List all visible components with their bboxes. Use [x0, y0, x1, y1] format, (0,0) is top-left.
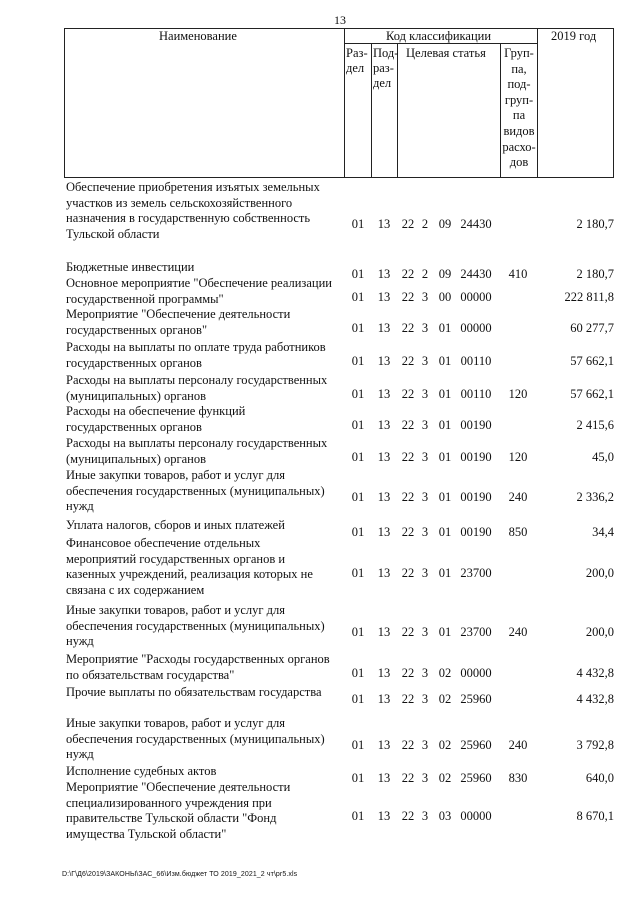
code-pr: 13: [377, 290, 391, 304]
row-name: [66, 652, 346, 683]
code-vr: 240: [508, 738, 528, 752]
code-r: 01: [351, 525, 365, 539]
code-b: 3: [421, 490, 429, 504]
code-c: 01: [438, 354, 452, 368]
code-d: 00110: [460, 387, 492, 401]
amount: 2 415,6: [576, 418, 614, 432]
amount: 640,0: [585, 771, 614, 785]
row-name-line: нужд: [66, 499, 94, 513]
code-r: 01: [351, 666, 365, 680]
code-r: 01: [351, 692, 365, 706]
amount: 8 670,1: [576, 809, 614, 823]
code-r: 01: [351, 450, 365, 464]
code-c: 01: [438, 566, 452, 580]
code-c: 01: [438, 321, 452, 335]
code-a: 22: [401, 387, 415, 401]
code-a: 22: [401, 354, 415, 368]
code-r: 01: [351, 771, 365, 785]
row-name-line: Прочие выплаты по обязательствам государства: [66, 685, 322, 699]
code-vr: 830: [508, 771, 528, 785]
row-name: [66, 536, 346, 598]
code-b: 3: [421, 450, 429, 464]
row-name: [66, 180, 346, 242]
code-r: 01: [351, 217, 365, 231]
amount: 222 811,8: [564, 290, 614, 304]
row-name-line: Основное мероприятие "Обеспечение реализации: [66, 276, 332, 290]
row-name: [66, 404, 346, 435]
code-a: 22: [401, 738, 415, 752]
code-r: 01: [351, 267, 365, 281]
code-d: 23700: [460, 625, 492, 639]
code-d: 00190: [460, 525, 492, 539]
row-name-line: Финансовое обеспечение отдельных: [66, 536, 261, 550]
row-name-line: обеспечения государственных (муниципальных): [66, 483, 325, 498]
row-name-line: (муниципальных) органов: [66, 451, 207, 466]
header-group-line: под-: [507, 77, 531, 92]
header-group-line: Груп-: [504, 46, 534, 60]
code-c: 01: [438, 525, 452, 539]
code-r: 01: [351, 290, 365, 304]
code-c: 01: [438, 387, 452, 401]
code-vr: 120: [508, 450, 528, 464]
code-d: 00000: [460, 290, 492, 304]
amount: 2 180,7: [576, 217, 614, 231]
amount: 45,0: [592, 450, 614, 464]
code-pr: 13: [377, 321, 391, 335]
code-vr: 240: [508, 625, 528, 639]
code-b: 2: [421, 267, 429, 281]
amount: 200,0: [585, 566, 614, 580]
amount: 2 336,2: [576, 490, 614, 504]
code-pr: 13: [377, 387, 391, 401]
code-c: 02: [438, 692, 452, 706]
row-name-line: Мероприятие "Расходы государственных органов: [66, 652, 330, 666]
row-name-line: правительстве Тульской области "Фонд: [66, 811, 277, 825]
code-a: 22: [401, 321, 415, 335]
code-d: 00190: [460, 418, 492, 432]
header-podrazdel-line: Под-: [373, 46, 399, 60]
amount: 34,4: [592, 525, 614, 539]
row-name-line: казенных учреждений, реализация которых не: [66, 567, 313, 581]
row-name-line: Мероприятие "Обеспечение деятельности: [66, 780, 291, 794]
code-a: 22: [401, 450, 415, 464]
header-year: 2019 год: [551, 29, 597, 43]
header-podrazdel-line: дел: [373, 76, 392, 90]
code-d: 24430: [460, 217, 492, 231]
code-r: 01: [351, 809, 365, 823]
code-pr: 13: [377, 450, 391, 464]
code-d: 25960: [460, 771, 492, 785]
code-b: 3: [421, 625, 429, 639]
row-name-line: Исполнение судебных актов: [66, 764, 217, 778]
code-c: 00: [438, 290, 452, 304]
amount: 4 432,8: [576, 666, 614, 680]
code-c: 01: [438, 625, 452, 639]
row-name-line: нужд: [66, 634, 94, 648]
row-name: [66, 518, 346, 534]
row-name-line: Расходы на выплаты персоналу государственных: [66, 436, 328, 450]
row-name-line: связана с их содержанием: [66, 582, 205, 597]
row-name-line: имущества Тульской области": [66, 826, 227, 841]
code-c: 09: [438, 267, 452, 281]
row-name-line: Иные закупки товаров, работ и услуг для: [66, 716, 286, 730]
row-name-line: по обязательствам государства": [66, 667, 235, 682]
amount: 60 277,7: [570, 321, 614, 335]
row-name-line: государственных органов": [66, 322, 208, 337]
code-c: 02: [438, 738, 452, 752]
code-d: 00000: [460, 666, 492, 680]
code-b: 3: [421, 418, 429, 432]
row-name: [66, 780, 346, 842]
row-name-line: обеспечения государственных (муниципальных): [66, 731, 325, 746]
row-name: [66, 603, 346, 650]
header-name: Наименование: [159, 29, 237, 43]
header-code-group: Код классификации: [386, 29, 492, 43]
code-r: 01: [351, 387, 365, 401]
code-pr: 13: [377, 692, 391, 706]
row-name: [66, 373, 346, 404]
code-a: 22: [401, 490, 415, 504]
code-c: 01: [438, 490, 452, 504]
code-a: 22: [401, 525, 415, 539]
row-name-line: обеспечения государственных (муниципальных): [66, 618, 325, 633]
code-b: 3: [421, 566, 429, 580]
row-name: [66, 340, 346, 371]
header-group-line: па,: [511, 61, 527, 76]
page-number: 13: [334, 13, 346, 27]
code-pr: 13: [377, 525, 391, 539]
code-d: 00190: [460, 490, 492, 504]
row-name-line: Бюджетные инвестиции: [66, 260, 195, 274]
code-r: 01: [351, 354, 365, 368]
code-pr: 13: [377, 738, 391, 752]
code-pr: 13: [377, 566, 391, 580]
code-vr: 120: [508, 387, 528, 401]
code-b: 2: [421, 217, 429, 231]
code-c: 09: [438, 217, 452, 231]
code-pr: 13: [377, 771, 391, 785]
header-razdel-line: Раз-: [346, 46, 368, 60]
amount: 57 662,1: [570, 354, 614, 368]
amount: 57 662,1: [570, 387, 614, 401]
code-d: 00000: [460, 321, 492, 335]
row-name: [66, 276, 346, 307]
code-b: 3: [421, 809, 429, 823]
code-vr: 850: [508, 525, 528, 539]
header-group-line: дов: [509, 155, 529, 170]
code-r: 01: [351, 418, 365, 432]
code-r: 01: [351, 625, 365, 639]
code-c: 01: [438, 450, 452, 464]
file-path-footer: D:\Г\Д6\2019\ЗАКОНЫ\ЗАС_66\Изм.бюджет ТО 2019_2021_2 чт\pr5.xls: [62, 871, 298, 878]
header-group-line: па: [512, 108, 526, 123]
row-name-line: Мероприятие "Обеспечение деятельности: [66, 307, 291, 321]
code-vr: 410: [508, 267, 528, 281]
code-a: 22: [401, 418, 415, 432]
row-name-line: Расходы на обеспечение функций: [66, 404, 246, 418]
code-b: 3: [421, 666, 429, 680]
row-name-line: Иные закупки товаров, работ и услуг для: [66, 468, 286, 482]
code-c: 03: [438, 809, 452, 823]
code-pr: 13: [377, 354, 391, 368]
code-b: 3: [421, 692, 429, 706]
row-name: [66, 436, 346, 467]
amount: 4 432,8: [576, 692, 614, 706]
code-c: 02: [438, 771, 452, 785]
code-vr: 240: [508, 490, 528, 504]
code-b: 3: [421, 387, 429, 401]
row-name: [66, 468, 346, 515]
header-group-line: видов: [503, 123, 535, 138]
code-pr: 13: [377, 625, 391, 639]
row-name-line: государственной программы": [66, 291, 224, 306]
code-a: 22: [401, 692, 415, 706]
code-d: 00000: [460, 809, 492, 823]
header-group-line: расхо-: [502, 139, 536, 154]
row-name-line: специализированного учреждения при: [66, 795, 272, 810]
row-name-line: нужд: [66, 747, 94, 761]
code-pr: 13: [377, 217, 391, 231]
code-b: 3: [421, 321, 429, 335]
code-a: 22: [401, 771, 415, 785]
code-pr: 13: [377, 490, 391, 504]
row-name-line: Расходы на выплаты персоналу государственных: [66, 373, 328, 387]
row-name-line: (муниципальных) органов: [66, 388, 207, 403]
code-a: 22: [401, 809, 415, 823]
code-d: 00190: [460, 450, 492, 464]
row-name-line: Иные закупки товаров, работ и услуг для: [66, 603, 286, 617]
row-name: [66, 764, 346, 780]
code-d: 25960: [460, 692, 492, 706]
header-group-line: груп-: [504, 92, 534, 107]
row-name-line: Уплата налогов, сборов и иных платежей: [66, 518, 285, 532]
code-d: 25960: [460, 738, 492, 752]
header-razdel-line: дел: [346, 61, 365, 75]
code-r: 01: [351, 490, 365, 504]
code-a: 22: [401, 267, 415, 281]
row-name-line: государственных органов: [66, 419, 202, 434]
header-podrazdel-line: раз-: [373, 61, 394, 75]
code-pr: 13: [377, 666, 391, 680]
code-a: 22: [401, 290, 415, 304]
row-name-line: Тульской области: [66, 226, 160, 241]
code-c: 01: [438, 418, 452, 432]
code-r: 01: [351, 738, 365, 752]
row-name-line: Обеспечение приобретения изъятых земельных: [66, 180, 320, 194]
row-name-line: назначения в государственную собственность: [66, 211, 311, 225]
code-r: 01: [351, 321, 365, 335]
row-name: [66, 716, 346, 763]
code-d: 24430: [460, 267, 492, 281]
row-name: [66, 307, 346, 338]
row-name-line: Расходы на выплаты по оплате труда работников: [66, 340, 326, 354]
row-name-line: участков из земель сельскохозяйственного: [66, 195, 293, 210]
header-target: Целевая статья: [406, 46, 486, 60]
row-name-line: государственных органов: [66, 355, 202, 370]
code-d: 23700: [460, 566, 492, 580]
amount: 200,0: [585, 625, 614, 639]
code-r: 01: [351, 566, 365, 580]
code-a: 22: [401, 666, 415, 680]
row-name: [66, 260, 346, 276]
code-a: 22: [401, 217, 415, 231]
code-pr: 13: [377, 267, 391, 281]
code-b: 3: [421, 290, 429, 304]
code-pr: 13: [377, 809, 391, 823]
code-b: 3: [421, 738, 429, 752]
amount: 2 180,7: [576, 267, 614, 281]
code-a: 22: [401, 625, 415, 639]
code-b: 3: [421, 771, 429, 785]
code-b: 3: [421, 525, 429, 539]
row-name-line: мероприятий государственных органов и: [66, 551, 286, 566]
code-a: 22: [401, 566, 415, 580]
code-d: 00110: [460, 354, 492, 368]
row-name: [66, 685, 346, 701]
code-pr: 13: [377, 418, 391, 432]
code-b: 3: [421, 354, 429, 368]
amount: 3 792,8: [576, 738, 614, 752]
code-c: 02: [438, 666, 452, 680]
